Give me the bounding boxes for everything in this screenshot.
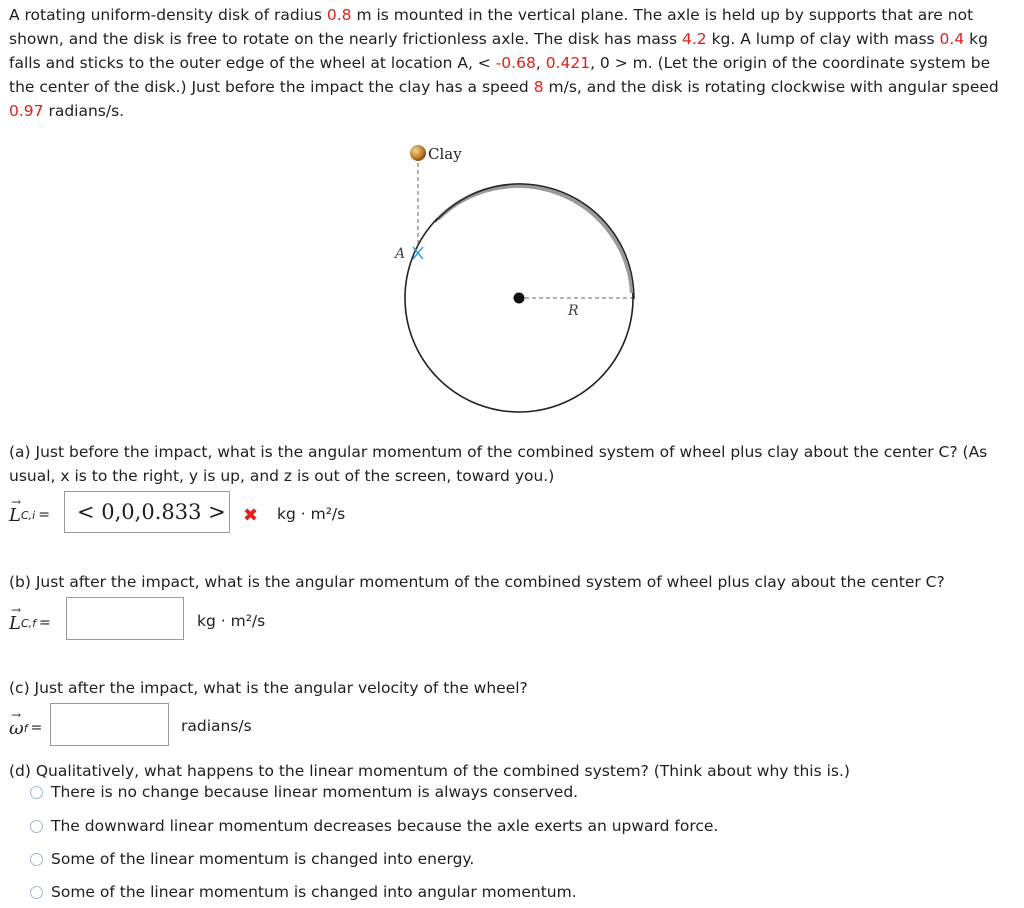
clay-label: Clay [428, 145, 462, 163]
disk-diagram [380, 135, 650, 415]
problem-statement: A rotating uniform-density disk of radius 0.8 m is mounted in the vertical plane. The axle is held up by supports that are not shown, and the disk is free to rotate on the nearly frictionless axle. The disk has mass 4.2 kg. A lump of clay with mass 0.4 kg falls and sticks to the outer edge of the wheel at location A, < -0.68, 0.421, 0 > m. (Let the origin of the coordinate system be the center of the disk.) Just before the impact the clay has a speed 8 m/s, and the disk is rotating clockwise with angular speed 0.97 radians/s. [9, 6, 999, 120]
location-y-value: 0.421 [545, 54, 591, 72]
part-a-unit: kg · m²/s [277, 505, 346, 523]
part-b-question: (b) Just after the impact, what is the angular momentum of the combined system of wheel plus clay about the center C? [9, 573, 945, 591]
radius-value: 0.8 [326, 6, 352, 24]
radio-button[interactable] [30, 853, 43, 866]
part-c-answer-input[interactable] [50, 703, 169, 746]
radio-button[interactable] [30, 820, 43, 833]
incorrect-mark-icon: ✖ [243, 505, 259, 526]
part-b-label: → L C,f = [9, 602, 51, 634]
part-b-answer-input[interactable] [66, 597, 184, 640]
option-changed-into-energy[interactable]: Some of the linear momentum is changed into energy. [30, 850, 474, 868]
point-a-label: A [395, 246, 406, 262]
clay-ball [410, 145, 426, 161]
radius-label: R [568, 303, 579, 319]
part-d-question: (d) Qualitatively, what happens to the linear momentum of the combined system? (Think about why this is.) [9, 762, 850, 780]
part-a-question: (a) Just before the impact, what is the angular momentum of the combined system of wheel plus clay about the center C? (As usual, x is to the right, y is up, and z is out of the screen, toward you.) [9, 443, 988, 485]
clay-mass-value: 0.4 [939, 30, 965, 48]
disk-center [514, 293, 525, 304]
clay-speed-value: 8 [533, 78, 544, 96]
location-x-value: -0.68 [495, 54, 536, 72]
angular-speed-value: 0.97 [9, 102, 44, 120]
part-b-unit: kg · m²/s [197, 612, 266, 630]
option-no-change[interactable]: There is no change because linear momentum is always conserved. [30, 783, 578, 801]
part-c-question: (c) Just after the impact, what is the angular velocity of the wheel? [9, 679, 528, 697]
radio-button[interactable] [30, 886, 43, 899]
disk-rim-shade [438, 186, 632, 293]
part-c-unit: radians/s [181, 717, 252, 735]
part-a-label: → L C,i = [9, 494, 50, 526]
option-changed-into-angular-momentum[interactable]: Some of the linear momentum is changed into angular momentum. [30, 883, 577, 901]
radio-button[interactable] [30, 786, 43, 799]
part-a-answer-input[interactable] [64, 491, 230, 533]
disk-mass-value: 4.2 [681, 30, 707, 48]
part-c-label: → ω f = [9, 707, 43, 739]
option-downward-decreases[interactable]: The downward linear momentum decreases because the axle exerts an upward force. [30, 817, 718, 835]
part-a-answer-value: < 0,0,0.833 > [77, 500, 226, 524]
